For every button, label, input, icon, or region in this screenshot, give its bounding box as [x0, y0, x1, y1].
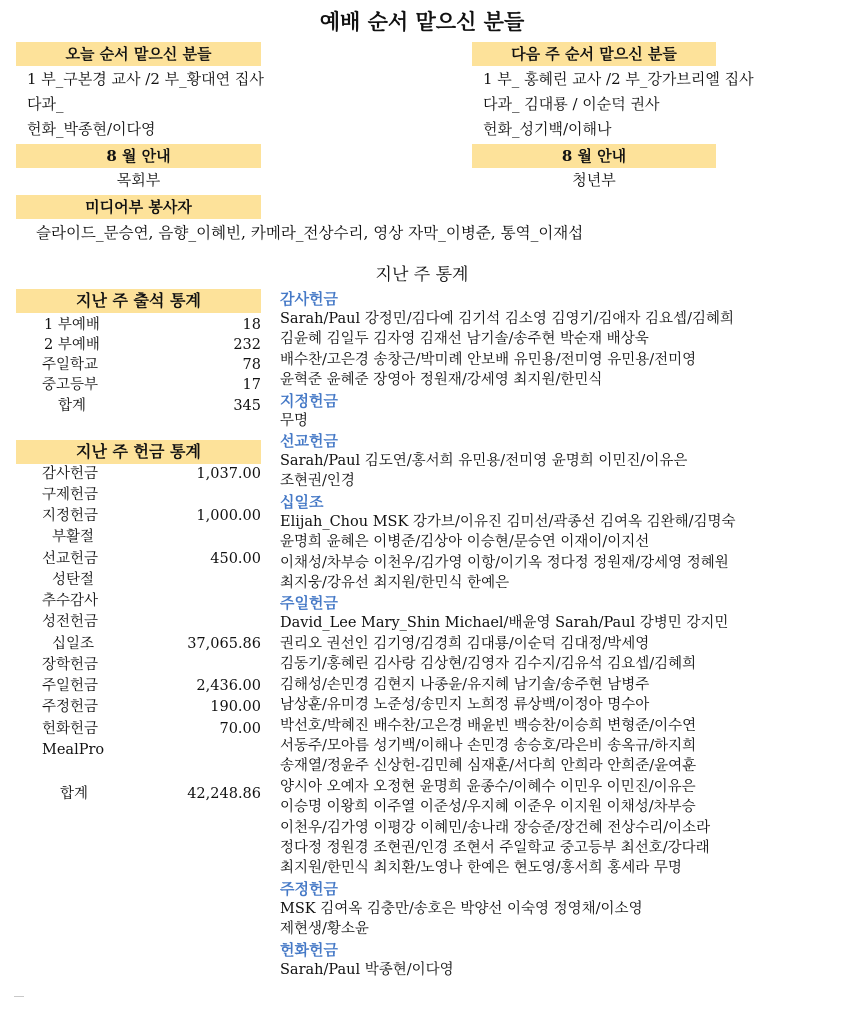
offering-row: [28, 591, 261, 611]
media-text: 슬라이드_문승연, 음향_이혜빈, 카메라_전상수리, 영상 자막_이병준, 통역_이재섭: [36, 224, 584, 242]
attendance-header: 지난 주 출석 통계: [16, 289, 261, 313]
offering-value: 1,037.00: [196, 466, 261, 482]
donor-section-title: 십일조: [280, 492, 324, 511]
offering-row: [28, 464, 261, 484]
offering-row: [28, 676, 261, 696]
offering-label: 장학헌금: [42, 657, 99, 673]
offering-value: 2,436.00: [196, 678, 261, 694]
donor-line: 이승명 이왕희 이주열 이준성/우지혜 이준우 이지원 이채성/차부승: [280, 799, 696, 816]
this-week-line-2: 다과_: [27, 95, 64, 113]
donor-line: 이채성/차부승 이천우/김가영 이항/이기옥 정다정 정원재/강세영 정혜원: [280, 554, 729, 571]
offering-label: MealPro: [42, 742, 105, 758]
next-week-line-3: 헌화_성기백/이해나: [483, 120, 612, 138]
attendance-value: 78: [242, 357, 261, 373]
donor-line: MSK 김여옥 김충만/송호은 박양선 이숙영 정영채/이소영: [280, 900, 643, 917]
offering-label: 헌화헌금: [42, 721, 99, 737]
attendance-total-row: [28, 396, 261, 416]
media-header: 미디어부 봉사자: [16, 195, 261, 219]
offering-row: [28, 634, 261, 654]
donor-line: 김해성/손민경 김현지 나종윤/유지혜 남기솔/송주현 남병주: [280, 676, 650, 693]
donor-lists: [280, 289, 840, 980]
attendance-row: [28, 375, 261, 395]
donor-section-title: 주정헌금: [280, 879, 338, 898]
this-month-text: 목회부: [116, 171, 161, 189]
offering-table: [28, 464, 261, 804]
donor-line: 최지웅/강유선 최지원/한민식 한예은: [280, 575, 510, 592]
offering-label: 부활절: [52, 529, 95, 545]
offering-value: 1,000.00: [196, 508, 261, 524]
offering-total-label: 합계: [60, 786, 89, 802]
offering-row: [28, 527, 261, 547]
offering-label: 선교헌금: [42, 551, 99, 567]
offering-row: [28, 612, 261, 632]
attendance-value: 18: [242, 317, 261, 333]
donor-line: 송재열/정윤주 신상헌-김민혜 심재훈/서다희 안희라 안희준/윤여훈: [280, 758, 697, 775]
donor-line: 김윤혜 김일두 김자영 김재선 남기솔/송주현 박순재 배상욱: [280, 331, 649, 348]
offering-value: 70.00: [219, 721, 261, 737]
next-week-line-2: 다과_ 김대룡 / 이순덕 권사: [483, 95, 660, 113]
stats-title: 지난 주 통계: [375, 265, 469, 285]
this-week-line-3: 헌화_박종현/이다영: [27, 120, 156, 138]
donor-section-title: 헌화헌금: [280, 940, 338, 959]
offering-label: 십일조: [52, 636, 95, 652]
offering-row: [28, 719, 261, 739]
attendance-value: 345: [233, 398, 261, 414]
donor-line: 윤명희 윤혜은 이병준/김상아 이승현/문승연 이재이/이지선: [280, 534, 650, 551]
attendance-row: [28, 335, 261, 355]
attendance-table: [28, 315, 261, 425]
next-week-line-1: 1 부_ 홍혜린 교사 /2 부_강가브리엘 집사: [483, 70, 754, 88]
offering-row: [28, 740, 261, 760]
donor-line: 서동주/모아름 성기백/이해나 손민경 송승호/라은비 송옥규/하지희: [280, 737, 697, 754]
offering-label: 지정헌금: [42, 508, 99, 524]
donor-line: 배수찬/고은경 송창근/박미례 안보배 유민용/전미영 유민용/전미영: [280, 351, 697, 368]
donor-section-title: 감사헌금: [280, 290, 338, 308]
donor-line: 김동기/홍혜린 김사랑 김상현/김영자 김수지/김유석 김요셉/김혜희: [280, 656, 697, 673]
offering-row: [28, 485, 261, 505]
attendance-label: 합계: [58, 398, 87, 414]
donor-section-title: 주일헌금: [280, 594, 338, 613]
offering-total-row: [28, 784, 261, 804]
offering-value: 37,065.86: [187, 636, 261, 652]
donor-line: Sarah/Paul 강정민/김다예 김기석 김소영 김영기/김애자 김요셉/김혜희: [280, 311, 734, 327]
offering-label: 구제헌금: [42, 487, 99, 503]
donor-line: 남상훈/유미경 노준성/송민지 노희정 류상백/이정아 명수아: [280, 697, 650, 714]
attendance-label: 중고등부: [42, 377, 99, 393]
donor-line: 제현생/황소윤: [280, 921, 369, 938]
attendance-row: [28, 315, 261, 335]
offering-label: 주일헌금: [42, 678, 99, 694]
offering-label: 주정헌금: [42, 699, 99, 715]
donor-line: 조현권/인경: [280, 473, 355, 490]
attendance-label: 2 부예배: [44, 337, 100, 353]
offering-value: 190.00: [210, 699, 261, 715]
donor-line: 윤혁준 윤혜준 장영아 정원재/강세영 최지원/한민식: [280, 372, 603, 389]
donor-line: 무명: [280, 412, 309, 429]
offering-label: 감사헌금: [42, 466, 99, 482]
donor-line: Sarah/Paul 박종현/이다영: [280, 961, 454, 978]
offering-header: 지난 주 헌금 통계: [16, 440, 261, 464]
offering-label: 추수감사: [42, 593, 99, 609]
attendance-value: 17: [242, 377, 261, 393]
donor-section-title: 선교헌금: [280, 432, 338, 451]
donor-line: Elijah_Chou MSK 강가브/이유진 김미선/곽종선 김여옥 김완해/김명숙: [280, 513, 736, 530]
attendance-label: 1 부예배: [44, 317, 100, 333]
this-week-line-1: 1 부_구본경 교사 /2 부_황대연 집사: [27, 70, 264, 88]
attendance-label: 주일학교: [42, 357, 99, 373]
donor-line: 이천우/김가영 이평강 이혜민/송나래 장승준/장건혜 전상수리/이소라: [280, 819, 711, 836]
offering-row: [28, 697, 261, 717]
next-month-text: 청년부: [572, 171, 616, 189]
attendance-row: [28, 355, 261, 375]
offering-value: 450.00: [210, 551, 261, 567]
offering-label: 성탄절: [52, 572, 95, 588]
page-title: 예배 순서 맡으신 분들: [319, 9, 525, 34]
attendance-value: 232: [233, 337, 261, 353]
donor-line: 최지원/한민식 최치환/노영나 한예은 현도영/홍서희 홍세라 무명: [280, 860, 682, 877]
donor-line: 정다정 정원경 조현권/인경 조현서 주일학교 중고등부 최선호/강다래: [280, 839, 710, 856]
next-month-header: 8 월 안내: [472, 144, 716, 168]
offering-row: [28, 570, 261, 590]
footer-divider: [14, 996, 24, 997]
offering-row: [28, 506, 261, 526]
next-week-header: 다음 주 순서 맡으신 분들: [472, 42, 716, 66]
offering-row: [28, 549, 261, 569]
donor-line: 박선호/박혜진 배수찬/고은경 배윤빈 백승찬/이승희 변형준/이수연: [280, 717, 697, 734]
offering-total-value: 42,248.86: [187, 786, 261, 802]
donor-line: 권리오 권선인 김기영/김경희 김대룡/이순덕 김대정/박세영: [280, 635, 650, 652]
donor-section-title: 지정헌금: [280, 391, 338, 410]
this-week-header: 오늘 순서 맡으신 분들: [16, 42, 261, 66]
this-month-header: 8 월 안내: [16, 144, 261, 168]
offering-row: [28, 655, 261, 675]
donor-line: Sarah/Paul 김도연/홍서희 유민용/전미영 윤명희 이민진/이유은: [280, 453, 688, 470]
offering-label: 성전헌금: [42, 614, 99, 630]
donor-line: David_Lee Mary_Shin Michael/배윤영 Sarah/Paul 강병민 강지민: [280, 615, 729, 632]
donor-line: 양시아 오예자 오정현 윤명희 윤종수/이혜수 이민우 이민진/이유은: [280, 778, 696, 795]
